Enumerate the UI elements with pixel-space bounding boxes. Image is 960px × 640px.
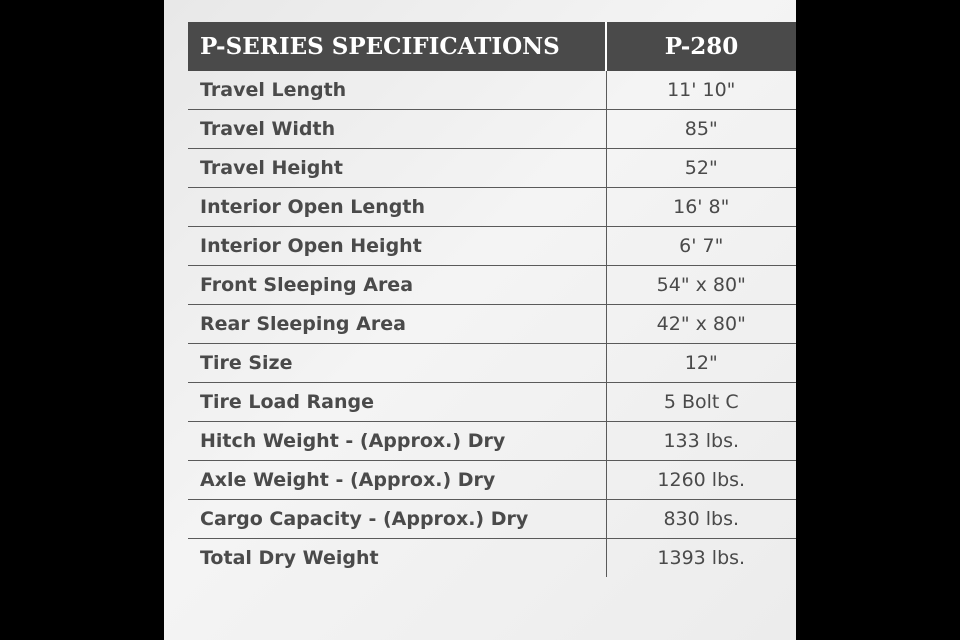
spec-value: 52" [606,149,796,188]
table-row [188,266,796,305]
specifications-header: P-SERIES SPECIFICATIONS [188,22,606,71]
spec-value: 1260 lbs. [606,461,796,500]
spec-sheet [164,0,796,640]
table-row [188,344,796,383]
model-header: P-280 [606,22,796,71]
spec-value: 11' 10" [606,71,796,110]
spec-value: 5 Bolt C [606,383,796,422]
table-row [188,149,796,188]
table-row [188,461,796,500]
table-row [188,71,796,110]
spec-value: 1393 lbs. [657,547,746,569]
table-row [188,305,796,344]
spec-value: 133 lbs. [606,422,796,461]
table-row [188,188,796,227]
spec-label: Tire Size [188,344,606,383]
spec-label: Travel Height [188,149,606,188]
spec-value: 6' 7" [606,227,796,266]
specifications-table [188,22,796,577]
spec-label: Interior Open Height [188,227,606,266]
table-row [188,227,796,266]
table-row [188,383,796,422]
spec-value: 85" [606,110,796,149]
table-row [188,539,796,578]
spec-label: Front Sleeping Area [188,266,606,305]
spec-label: Axle Weight - (Approx.) Dry [188,461,606,500]
table-row [188,110,796,149]
spec-value: 830 lbs. [606,500,796,539]
spec-label: Travel Length [188,71,606,110]
spec-value: 16' 8" [606,188,796,227]
spec-label: Rear Sleeping Area [188,305,606,344]
spec-value: 42" x 80" [606,305,796,344]
spec-label: Interior Open Length [188,188,606,227]
table-header-row [188,22,796,71]
table-row [188,422,796,461]
spec-label: Travel Width [188,110,606,149]
spec-label: Cargo Capacity - (Approx.) Dry [188,500,606,539]
spec-label: Hitch Weight - (Approx.) Dry [188,422,606,461]
spec-value: 54" x 80" [606,266,796,305]
table-row [188,500,796,539]
spec-value: 12" [606,344,796,383]
spec-label: Total Dry Weight [188,539,606,578]
spec-label: Tire Load Range [188,383,606,422]
